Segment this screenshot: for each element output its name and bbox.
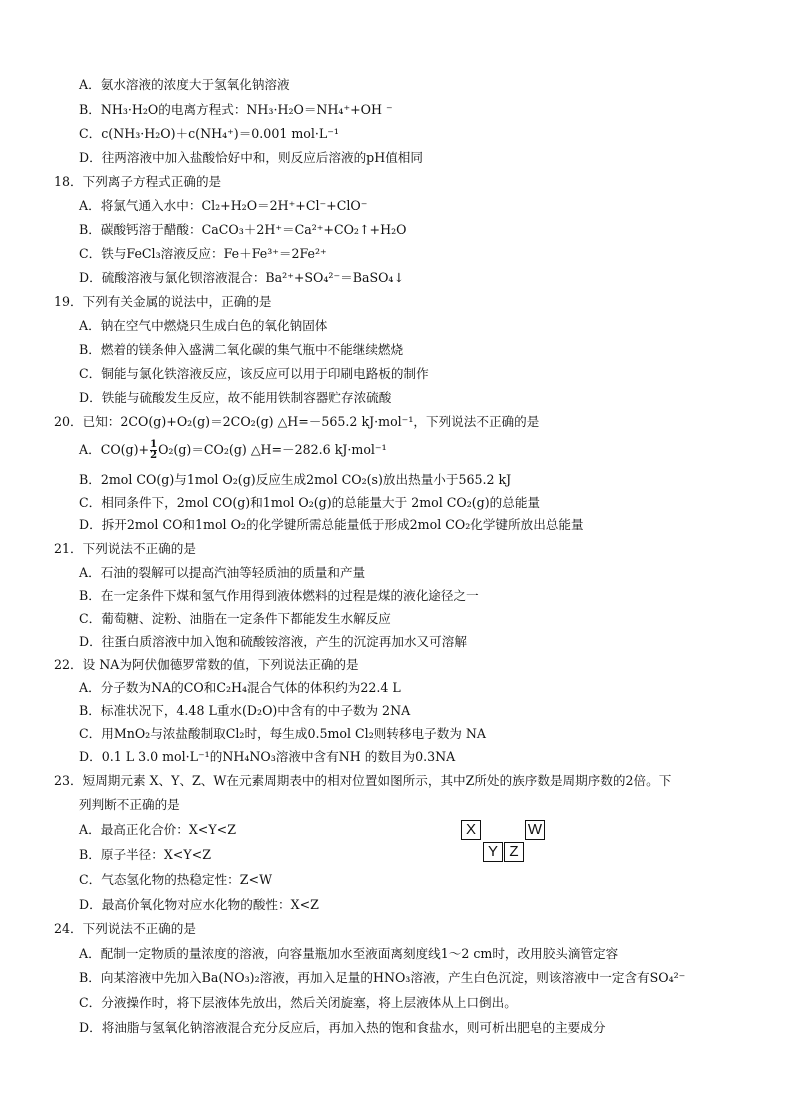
q17-option-a: A．氨水溶液的浓度大于氢氧化钠溶液	[79, 77, 290, 92]
q18-option-c: C．铁与FeCl₃溶液反应：Fe＋Fe³⁺＝2Fe²⁺	[79, 246, 327, 261]
q21-option-a: A．石油的裂解可以提高汽油等轻质油的质量和产量	[79, 565, 366, 580]
fraction-numerator: 1	[150, 439, 158, 450]
q19-stem: 19．下列有关金属的说法中，正确的是	[54, 294, 272, 309]
q23-option-c: C．气态氢化物的热稳定性：Z<W	[79, 872, 273, 887]
element-cell-x: X	[461, 820, 481, 840]
q22-option-d: D．0.1 L 3.0 mol·L⁻¹的NH₄NO₃溶液中含有NH 的数目为0.3NA	[79, 749, 456, 764]
element-cell-z: Z	[504, 842, 524, 862]
q21-option-c: C．葡萄糖、淀粉、油脂在一定条件下都能发生水解反应	[79, 611, 391, 626]
q22-stem: 22．设 NA为阿伏伽德罗常数的值，下列说法正确的是	[54, 657, 359, 672]
q21-stem: 21．下列说法不正确的是	[54, 541, 196, 556]
q21-option-b: B．在一定条件下煤和氢气作用得到液体燃料的过程是煤的液化途径之一	[79, 588, 479, 603]
periodic-table-fragment	[461, 820, 551, 864]
q20-option-a	[0, 438, 387, 462]
q23-option-b: B．原子半径：X<Y<Z	[79, 847, 211, 862]
q17-option-c: C．c(NH₃·H₂O)＋c(NH₄⁺)＝0.001 mol·L⁻¹	[79, 126, 339, 141]
q24-option-c: C．分液操作时，将下层液体先放出，然后关闭旋塞，将上层液体从上口倒出。	[79, 995, 517, 1010]
q19-option-a: A．钠在空气中燃烧只生成白色的氧化钠固体	[79, 318, 328, 333]
q20-option-a-prefix: A．CO(g)+	[79, 442, 150, 457]
q20-option-a-suffix: O₂(g)＝CO₂(g) △H=－282.6 kJ·mol⁻¹	[158, 442, 387, 457]
q23-stem-line1: 23．短周期元素 X、Y、Z、W在元素周期表中的相对位置如图所示，其中Z所处的族序数是周期序数的2倍。下	[54, 773, 672, 788]
q17-option-b: B．NH₃·H₂O的电离方程式：NH₃·H₂O＝NH₄⁺+OH ⁻	[79, 102, 393, 117]
q22-option-a: A．分子数为NA的CO和C₂H₄混合气体的体积约为22.4 L	[79, 680, 401, 695]
q18-stem: 18．下列离子方程式正确的是	[54, 174, 222, 189]
q18-option-b: B．碳酸钙溶于醋酸：CaCO₃＋2H⁺＝Ca²⁺+CO₂↑+H₂O	[79, 222, 407, 237]
q23-stem-line2: 列判断不正确的是	[79, 797, 180, 812]
fraction-half	[150, 440, 157, 461]
q19-option-b: B．燃着的镁条伸入盛满二氧化碳的集气瓶中不能继续燃烧	[79, 342, 404, 357]
q21-option-d: D．往蛋白质溶液中加入饱和硫酸铵溶液，产生的沉淀再加水又可溶解	[79, 634, 467, 649]
q19-option-c: C．铜能与氯化铁溶液反应，该反应可以用于印刷电路板的制作	[79, 366, 429, 381]
element-cell-y: Y	[483, 842, 503, 862]
q23-option-a: A．最高正化合价：X<Y<Z	[79, 822, 236, 837]
q20-stem: 20．已知：2CO(g)+O₂(g)＝2CO₂(g) △H=－565.2 kJ·mol⁻¹，下列说法不正确的是	[54, 414, 540, 429]
q23-option-d: D．最高价氧化物对应水化物的酸性：X<Z	[79, 897, 319, 912]
q22-option-c: C．用MnO₂与浓盐酸制取Cl₂时，每生成0.5mol Cl₂则转移电子数为 NA	[79, 726, 487, 741]
q17-option-d: D．往两溶液中加入盐酸恰好中和，则反应后溶液的pH值相同	[79, 150, 423, 165]
q24-stem: 24．下列说法不正确的是	[54, 921, 196, 936]
element-cell-w: W	[525, 820, 545, 840]
q24-option-a: A．配制一定物质的量浓度的溶液，向容量瓶加水至液面离刻度线1～2 cm时，改用胶头滴管定容	[79, 946, 619, 961]
q20-option-c: C．相同条件下，2mol CO(g)和1mol O₂(g)的总能量大于 2mol CO₂(g)的总能量	[79, 495, 541, 510]
fraction-denominator: 2	[150, 450, 158, 461]
q18-option-d: D．硫酸溶液与氯化钡溶液混合：Ba²⁺+SO₄²⁻＝BaSO₄↓	[79, 270, 405, 285]
q24-option-b: B．向某溶液中先加入Ba(NO₃)₂溶液，再加入足量的HNO₃溶液，产生白色沉淀，则该溶液中一定含有SO₄²⁻	[79, 970, 686, 985]
q20-option-b: B．2mol CO(g)与1mol O₂(g)反应生成2mol CO₂(s)放出热量小于565.2 kJ	[79, 472, 512, 487]
q19-option-d: D．铁能与硫酸发生反应，故不能用铁制容器贮存浓硫酸	[79, 390, 392, 405]
q18-option-a: A．将氯气通入水中：Cl₂+H₂O＝2H⁺+Cl⁻+ClO⁻	[79, 198, 368, 213]
q22-option-b: B．标准状况下，4.48 L重水(D₂O)中含有的中子数为 2NA	[79, 703, 411, 718]
q20-option-d: D．拆开2mol CO和1mol O₂的化学键所需总能量低于形成2mol CO₂化学键所放出总能量	[79, 517, 584, 532]
q24-option-d: D．将油脂与氢氧化钠溶液混合充分反应后，再加入热的饱和食盐水，则可析出肥皂的主要成分	[79, 1020, 606, 1035]
